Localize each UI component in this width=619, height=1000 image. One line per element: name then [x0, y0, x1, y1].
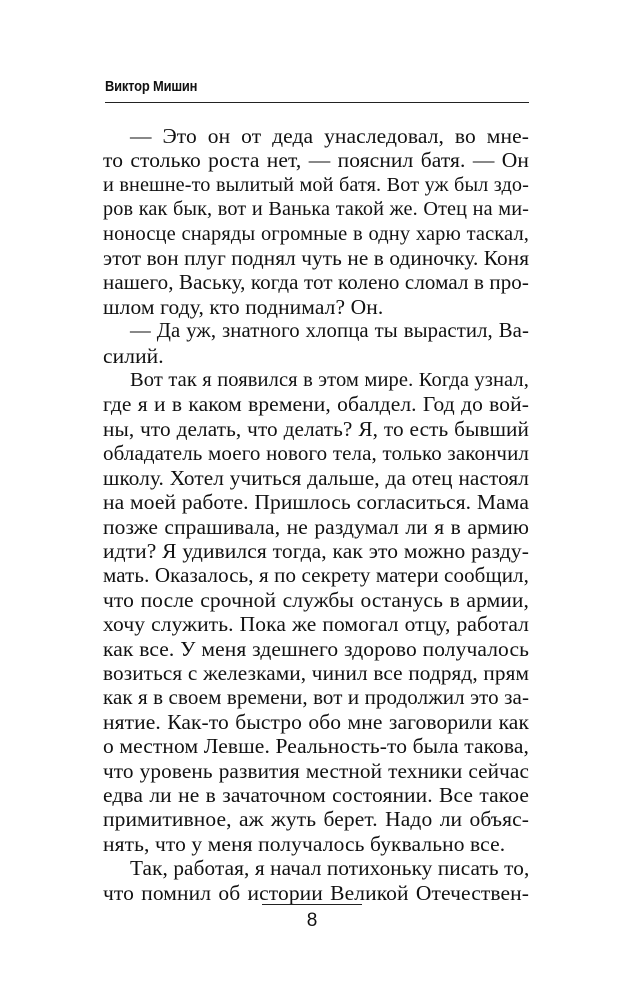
text-line: мать. Оказалось, я по секрету матери сообщил, — [103, 563, 529, 588]
text-line: нять, что у меня получалось буквально все. — [103, 831, 506, 856]
running-header — [105, 78, 529, 103]
text-line: нятие. Как-то быстро обо мне заговорили как — [103, 709, 529, 734]
text-line: едва ли не в зачаточном состоянии. Все такое — [103, 782, 529, 807]
text-line: что уровень развития местной техники сейчас — [103, 758, 529, 783]
text-line: хочу служить. Пока же помогал отцу, работал — [103, 612, 529, 637]
header-author: Виктор Мишин — [105, 78, 198, 95]
text-line: как я в своем времени, вот и продолжил это за- — [103, 685, 530, 710]
text-line: — Да уж, знатного хлопца ты вырастил, Ва- — [130, 320, 529, 343]
text-line: позже спрашивала, не раздумал ли я в армию — [103, 514, 529, 539]
text-line: то столько роста нет, — пояснил батя. — Он — [103, 148, 529, 173]
text-line: ны, что делать, что делать? Я, то есть бывший — [103, 416, 529, 441]
text-line: Вот так я появился в этом мире. Когда узнал, — [130, 369, 529, 392]
text-line: и внешне-то вылитый мой батя. Вот уж был здо- — [103, 173, 529, 196]
text-line: нашего, Ваську, когда тот колено сломал в про- — [103, 270, 529, 295]
text-line: что после срочной службы останусь в армии, — [103, 587, 529, 612]
body-text — [103, 124, 529, 905]
text-line: ноносце снаряды огромные в одну харю таскал, — [103, 222, 529, 245]
text-line: шлом году, кто поднимал? Он. — [103, 294, 384, 319]
text-line: силий. — [103, 343, 164, 368]
page-number: 8 — [306, 910, 318, 931]
text-line: на моей работе. Пришлось согласиться. Мама — [103, 490, 529, 515]
text-line: о местном Левше. Реальность-то была такова, — [103, 734, 529, 759]
text-line: ров как бык, вот и Ванька такой же. Отец на ми- — [103, 198, 529, 221]
text-line: примитивное, аж жуть берет. Надо ли объяс- — [103, 807, 529, 832]
text-line: Так, работая, я начал потихоньку писать то, — [130, 856, 530, 881]
text-line: — Это он от деда унаследовал, во мне- — [130, 124, 529, 148]
text-line: где я и в каком времени, обалдел. Год до вой- — [103, 392, 529, 417]
text-line: этот вон плуг поднял чуть не в одиночку. Коня — [103, 246, 530, 271]
text-line: идти? Я удивился тогда, как это можно разду- — [103, 538, 529, 563]
footer-rule — [262, 904, 362, 905]
text-line: как все. У меня здешнего здорово получалось — [103, 636, 529, 661]
text-line: школу. Хотел учиться дальше, да отец настоял — [103, 465, 529, 490]
text-line: возиться с железками, чинил все подряд, прям — [103, 660, 529, 685]
text-line: что помнил об истории Великой Отечествен- — [103, 880, 529, 905]
text-line: обладатель моего нового тела, только закончил — [103, 441, 529, 466]
